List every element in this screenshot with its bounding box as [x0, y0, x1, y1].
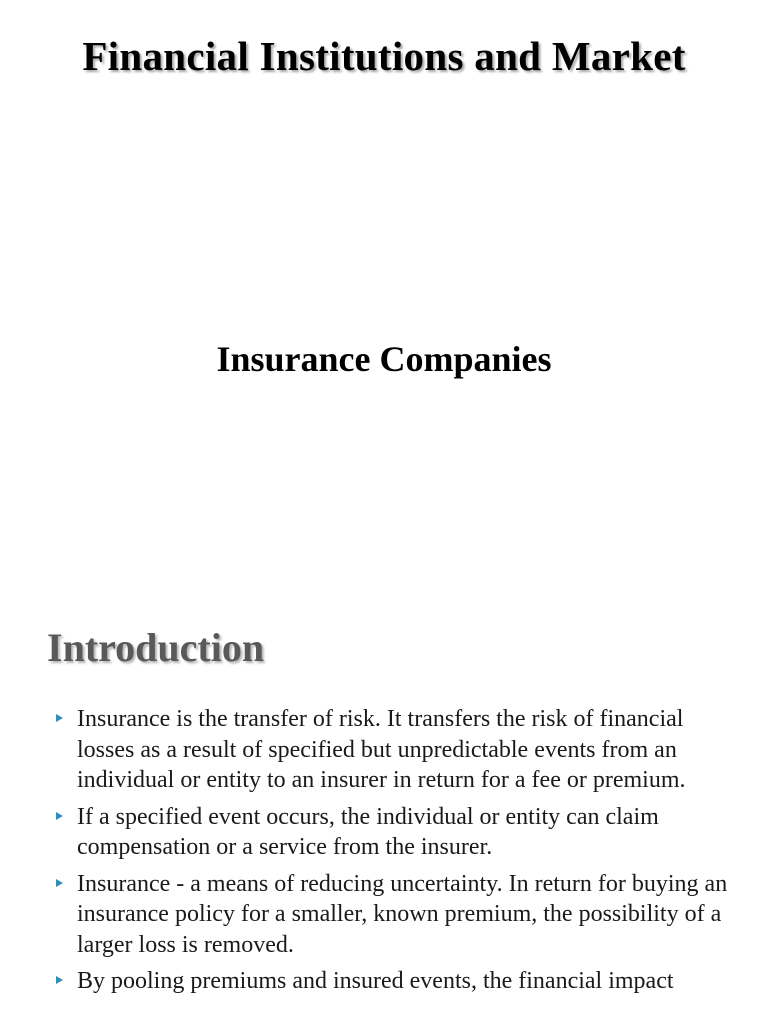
presentation-title: Financial Institutions and Market: [82, 33, 686, 79]
list-item: [0, 869, 768, 961]
list-item: [0, 966, 768, 997]
bullet-text: Insurance is the transfer of risk. It transfers the risk of financial losses as a result of specified but unpredictable events from an individual or entity to an insurer in return for a fee or premium.: [77, 706, 686, 793]
introduction-slide: [0, 600, 768, 1024]
triangle-bullet-icon: [56, 714, 63, 722]
list-item: [0, 802, 768, 863]
triangle-bullet-icon: [56, 812, 63, 820]
slide-subtitle: Insurance Companies: [216, 339, 552, 379]
bullet-text: If a specified event occurs, the individual or entity can claim compensation or a service from the insurer.: [77, 803, 659, 860]
list-item: [0, 704, 768, 796]
bullet-list: [0, 704, 768, 1003]
bullet-text: Insurance - a means of reducing uncertainty. In return for buying an insurance policy for a smaller, known premium, the possibility of a larger loss is removed.: [77, 870, 728, 958]
bullet-text: By pooling premiums and insured events, the financial impact: [77, 968, 674, 994]
triangle-bullet-icon: [56, 976, 63, 984]
triangle-bullet-icon: [56, 879, 63, 887]
section-title: Introduction: [47, 625, 265, 670]
